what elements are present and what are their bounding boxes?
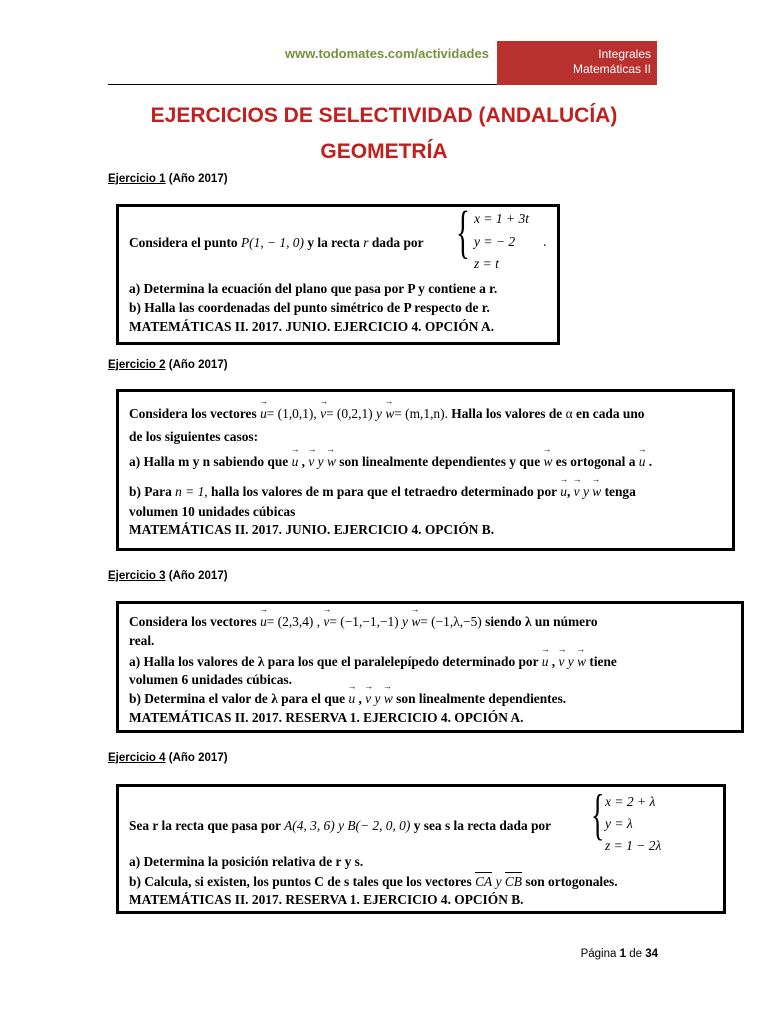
page-title: EJERCICIOS DE SELECTIVIDAD (ANDALUCÍA): [150, 104, 618, 127]
statement-text: para el que: [281, 691, 346, 706]
statement-text: tiene: [589, 654, 617, 669]
exercise-4-box: [116, 784, 726, 914]
brace-icon: {: [456, 199, 470, 264]
total-pages: 34: [645, 948, 658, 960]
system-row: x = 2 + λ: [605, 794, 656, 809]
conjunction: y: [376, 406, 382, 421]
statement-text: siendo: [485, 614, 522, 629]
system-row: x = 1 + 3t: [474, 211, 529, 226]
statement-source: MATEMÁTICAS II. 2017. RESERVA 1. EJERCICIO 4. OPCIÓN A.: [129, 710, 524, 725]
vector-v: → v: [320, 406, 326, 422]
statement-part-b: b) Para: [129, 484, 172, 499]
conjunction: y: [582, 484, 589, 499]
statement-source: MATEMÁTICAS II. 2017. JUNIO. EJERCICIO 4. OPCIÓN B.: [129, 522, 495, 537]
statement-text: dada por: [371, 235, 424, 250]
statement-part-a: a) Determina la posición relativa de r y s.: [129, 854, 364, 869]
exercise-3-box: Considera los vectores → u= (2,3,4) , → v= (−1,−1,−1) y → w= (−1,λ,−5) siendo λ un número real. a) Halla los valores de λ para los que el paralelepípedo determinado por → u , → v y → w tiene volumen 6 unidades cúbicas. b) Determina el valor de λ para el que → u , → v y → w son linealmente dependientes. MATEMÁTICAS II. 2017. RESERVA 1. EJERCICIO 4. OPCIÓN A.: [116, 601, 744, 733]
system-row: y = λ: [605, 816, 633, 831]
conjunction: y: [402, 614, 408, 629]
statement-text: Considera el punto: [129, 235, 238, 250]
statement-text: Considera los vectores: [129, 614, 257, 629]
page-label: Página: [580, 948, 617, 960]
statement-text: volumen 10 unidades cúbicas: [129, 504, 296, 519]
statement-part-a: a) Determina la ecuación del plano que pasa por P y contiene a r.: [129, 281, 498, 296]
point-p: P(1, − 1, 0): [241, 235, 304, 250]
conjunction: y: [495, 874, 502, 889]
statement-text: y sea s la recta dada por: [413, 818, 552, 833]
vector-w: → w: [385, 406, 394, 422]
vector-w-value: = (−1,λ,−5): [420, 614, 482, 629]
header-rule: [108, 84, 498, 85]
statement-source: MATEMÁTICAS II. 2017. JUNIO. EJERCICIO 4. OPCIÓN A.: [129, 319, 495, 334]
statement-text: y la recta: [307, 235, 360, 250]
exercise-2-box: Considera los vectores → u= (1,0,1), → v= (0,2,1) y → w= (m,1,n). Halla los valores de α en cada uno de los siguientes casos: a) Halla m y n sabiendo que → u , → v y → w son linealmente dependientes y que → w es ortogonal a → u . b) Para n = 1, halla los valores de m para que el tetraedro determinado por → u, → v y → w tenga volumen 10 unidades cúbicas MATEMÁTICAS II. 2017. JUNIO. EJERCICIO 4. OPCIÓN B.: [116, 389, 735, 551]
statement-text: son linealmente dependientes.: [396, 691, 567, 706]
vector-u: → u: [639, 454, 646, 470]
system-row: z = 1 − 2λ: [605, 838, 662, 853]
exercise-1-label: [108, 173, 228, 185]
vector-ca: CA: [475, 874, 493, 889]
conjunction: y: [317, 454, 324, 469]
exercise-year: (Año 2017): [168, 570, 228, 582]
vector-u-value: = (2,3,4) ,: [266, 614, 321, 629]
equation-system: [456, 199, 556, 277]
statement-text: en cada uno: [576, 406, 645, 421]
exercise-year: (Año 2017): [168, 752, 228, 764]
system-row: z = t: [474, 256, 499, 271]
alpha-symbol: α: [565, 406, 573, 421]
exercise-label: Ejercicio 1: [108, 173, 166, 185]
vector-cb: CB: [504, 874, 522, 889]
statement-text: halla los valores de m para que el tetraedro determinado por: [210, 484, 557, 499]
vector-v: → v: [365, 691, 371, 707]
statement-text: real.: [129, 633, 155, 648]
vector-v: → v: [308, 454, 314, 470]
brace-icon: {: [591, 784, 605, 846]
system-row: y = − 2: [474, 234, 516, 249]
vector-w: → w: [577, 654, 586, 670]
statement-text: un número: [534, 614, 598, 629]
statement-text: son ortogonales.: [525, 874, 618, 889]
vector-w: → w: [384, 691, 393, 707]
statement-part-a: a) Halla los valores de: [129, 654, 255, 669]
statement-part-b: b) Halla las coordenadas del punto simétrico de P respecto de r.: [129, 300, 490, 315]
lambda-symbol: λ: [524, 614, 532, 629]
exercise-label: Ejercicio 2: [108, 359, 166, 371]
current-page: 1: [619, 948, 626, 960]
statement-text: de los siguientes casos:: [129, 429, 259, 444]
statement-text: es ortogonal a: [555, 454, 636, 469]
statement-part-b: b) Determina el valor de: [129, 691, 268, 706]
vector-v: → v: [323, 614, 329, 630]
statement-text: Sea r la recta que pasa por: [129, 818, 281, 833]
header-topic: Integrales: [598, 47, 651, 61]
point-a: A(4, 3, 6): [284, 818, 335, 833]
lambda-symbol: λ: [271, 691, 278, 706]
exercise-label: Ejercicio 4: [108, 752, 166, 764]
header-topic-box: [497, 41, 657, 85]
line-r: r: [363, 235, 369, 250]
exercise-2-label: [108, 359, 228, 371]
conjunction: y: [338, 818, 345, 833]
exercise-1-box: [116, 199, 560, 345]
statement-part-a: a) Halla m y n sabiendo que: [129, 454, 289, 469]
conjunction: y: [567, 654, 574, 669]
vector-v-value: = (0,2,1): [326, 406, 373, 421]
exercise-4-label: [108, 752, 228, 764]
vector-u: → u: [260, 406, 267, 422]
vector-v-value: = (−1,−1,−1): [329, 614, 399, 629]
exercise-year: (Año 2017): [168, 173, 228, 185]
statement-text: Considera los vectores: [129, 406, 257, 421]
exercise-year: (Año 2017): [168, 359, 228, 371]
exercise-3-label: [108, 570, 228, 582]
vector-u: → u: [542, 654, 549, 670]
vector-u: → u: [560, 484, 567, 500]
statement-text: tenga: [604, 484, 636, 499]
vector-u: → u: [292, 454, 299, 470]
header-url[interactable]: www.todomates.com/actividades: [285, 46, 489, 61]
statement-source: MATEMÁTICAS II. 2017. RESERVA 1. EJERCICIO 4. OPCIÓN B.: [129, 892, 524, 907]
vector-u: → u: [348, 691, 355, 707]
vector-w: → w: [327, 454, 336, 470]
vector-u-value: = (1,0,1),: [266, 406, 317, 421]
vector-u: → u: [260, 614, 267, 630]
statement-text: Halla los valores de: [451, 406, 563, 421]
page-subtitle: GEOMETRÍA: [320, 140, 448, 163]
conjunction: y: [374, 691, 381, 706]
exercise-label: Ejercicio 3: [108, 570, 166, 582]
page-of: de: [629, 948, 642, 960]
header-course: Matemáticas II: [572, 62, 651, 76]
statement-part-b: b) Calcula, si existen, los puntos C de s tales que los vectores: [129, 874, 472, 889]
equation-system: [591, 784, 701, 857]
statement-text: volumen 6 unidades cúbicas.: [129, 672, 292, 687]
vector-w: → w: [592, 484, 601, 500]
vector-w: → w: [544, 454, 553, 470]
point-b: B(− 2, 0, 0): [347, 818, 411, 833]
system-end: .: [543, 234, 547, 249]
vector-v: → v: [558, 654, 564, 670]
statement-text: son linealmente dependientes y que: [339, 454, 541, 469]
n-value: n = 1,: [175, 484, 208, 499]
page-number: [581, 948, 658, 960]
vector-v: → v: [574, 484, 580, 500]
lambda-symbol: λ: [257, 654, 265, 669]
vector-w-value: = (m,1,n).: [394, 406, 448, 421]
vector-w: → w: [411, 614, 420, 630]
statement-text: para los que el paralelepípedo determinado por: [267, 654, 539, 669]
